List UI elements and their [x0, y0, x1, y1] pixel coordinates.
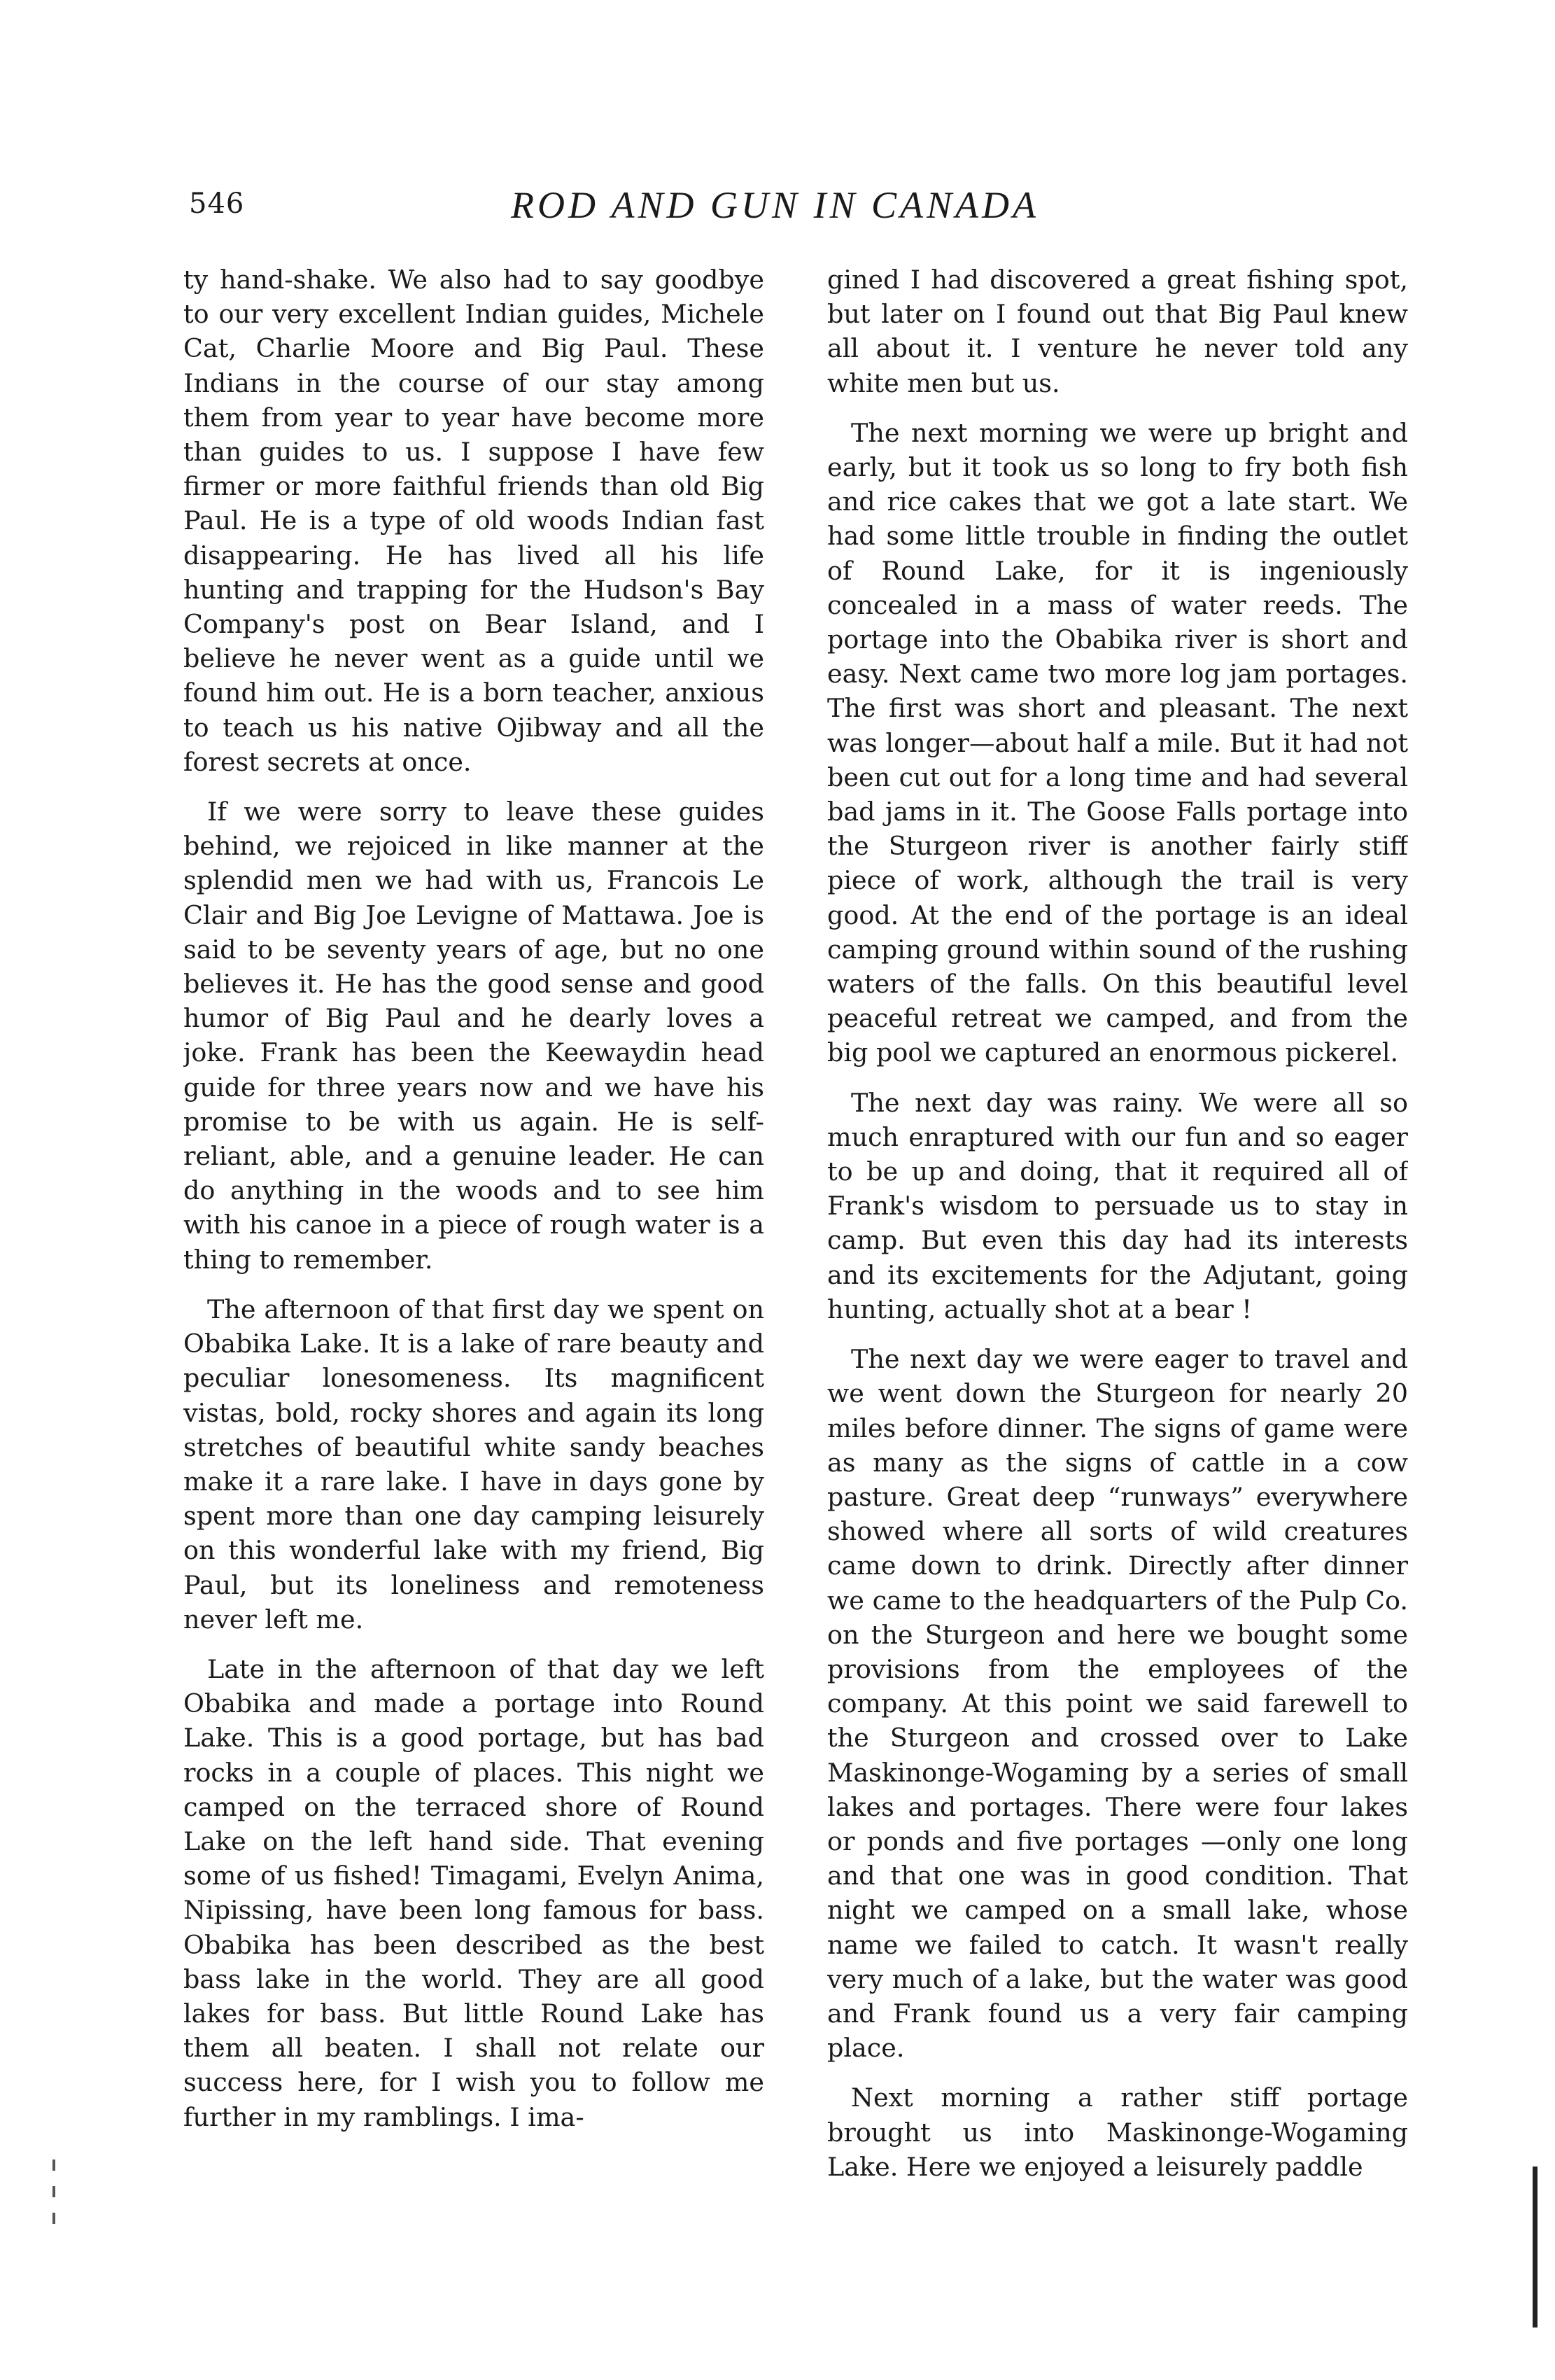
- scan-mark: [52, 2186, 55, 2197]
- paragraph: The next day we were eager to travel and we went down the Sturgeon for nearly 20 miles before dinner. The signs of game were as many as the signs of cattle in a cow pasture. Great deep “runways” everywhere showed where all sorts of wild creatures came down to drink. Directly after dinner we came to the headquarters of the Pulp Co. on the Sturgeon and here we bought some provisions from the employees of the company. At this point we said farewell to the Sturgeon and crossed over to Lake Maskinonge-Wogaming by a series of small lakes and portages. There were four lakes or ponds and five portages —only one long and that one was in good condition. That night we camped on a small lake, whose name we failed to catch. It wasn't really very much of a lake, but the water was good and Frank found us a very fair camping place.: [827, 1344, 1408, 2064]
- paragraph: gined I had discovered a great fishing spot, but later on I found out that Big Paul knew all about it. I venture he never told any white men but us.: [827, 265, 1408, 398]
- right-column: [827, 262, 1408, 2328]
- page-number: 546: [189, 188, 245, 220]
- paragraph: The next day was rainy. We were all so much enraptured with our fun and so eager to be up and doing, that it required all of Frank's wisdom to persuade us to stay in camp. But even this day had its interests and its excitements for the Adjutant, going hunting, actually shot at a bear !: [827, 1087, 1408, 1324]
- paragraph: Next morning a rather stiff portage brought us into Maskinonge-Wogaming Lake. Here we enjoyed a leisurely paddle: [827, 2082, 1408, 2182]
- left-column: [183, 262, 764, 2328]
- paragraph: The next morning we were up bright and early, but it took us so long to fry both fish and rice cakes that we got a late start. We had some little trouble in finding the outlet of Round Lake, for it is ingeniously concealed in a mass of water reeds. The portage into the Obabika river is short and easy. Next came two more log jam portages. The first was short and pleasant. The next was longer—about half a mile. But it had not been cut out for a long time and had several bad jams in it. The Goose Falls portage into the Sturgeon river is another fairly stiff piece of work, although the trail is very good. At the end of the portage is an ideal camping ground within sound of the rushing waters of the falls. On this beautiful level peaceful retreat we camped, and from the big pool we captured an enormous pickerel.: [827, 417, 1408, 1068]
- scan-mark: [52, 2213, 55, 2224]
- paragraph: Late in the afternoon of that day we left Obabika and made a portage into Round Lake. This is a good portage, but has bad rocks in a couple of places. This night we camped on the terraced shore of Round Lake on the left hand side. That evening some of us fished! Timagami, Evelyn Anima, Nipissing, have been long famous for bass. Obabika has been described as the best bass lake in the world. They are all good lakes for bass. But little Round Lake has them all beaten. I shall not relate our success here, for I wish you to follow me further in my ramblings. I ima-: [183, 1653, 764, 2132]
- margin-scan-marks: [52, 2160, 57, 2272]
- scan-mark: [52, 2160, 55, 2171]
- running-title: ROD AND GUN IN CANADA: [511, 184, 1040, 226]
- paragraph: ty hand-shake. We also had to say goodbye to our very excellent Indian guides, Michele Cat, Charlie Moore and Big Paul. These Indians in the course of our stay among them from year to year have become more than guides to us. I suppose I have few firmer or more faithful friends than old Big Paul. He is a type of old woods Indian fast disappearing. He has lived all his life hunting and trapping for the Hudson's Bay Company's post on Bear Island, and I believe he never went as a guide until we found him out. He is a born teacher, anxious to teach us his native Ojibway and all the forest secrets at once.: [183, 265, 764, 777]
- paragraph: If we were sorry to leave these guides behind, we rejoiced in like manner at the splendid men we had with us, Francois Le Clair and Big Joe Levigne of Mattawa. Joe is said to be seventy years of age, but no one believes it. He has the good sense and good humor of Big Paul and he dearly loves a joke. Frank has been the Keewaydin head guide for three years now and we have his promise to be with us again. He is self-reliant, able, and a genuine leader. He can do anything in the woods and to see him with his canoe in a piece of rough water is a thing to remember.: [183, 797, 764, 1275]
- page-edge-mark: [1533, 2166, 1538, 2328]
- paragraph: The afternoon of that first day we spent on Obabika Lake. It is a lake of rare beauty and peculiar lonesomeness. Its magnificent vistas, bold, rocky shores and again its long stretches of beautiful white sandy beaches make it a rare lake. I have in days gone by spent more than one day camping leisurely on this wonderful lake with my friend, Big Paul, but its loneliness and remoteness never left me.: [183, 1294, 764, 1634]
- page-header: [189, 184, 1414, 237]
